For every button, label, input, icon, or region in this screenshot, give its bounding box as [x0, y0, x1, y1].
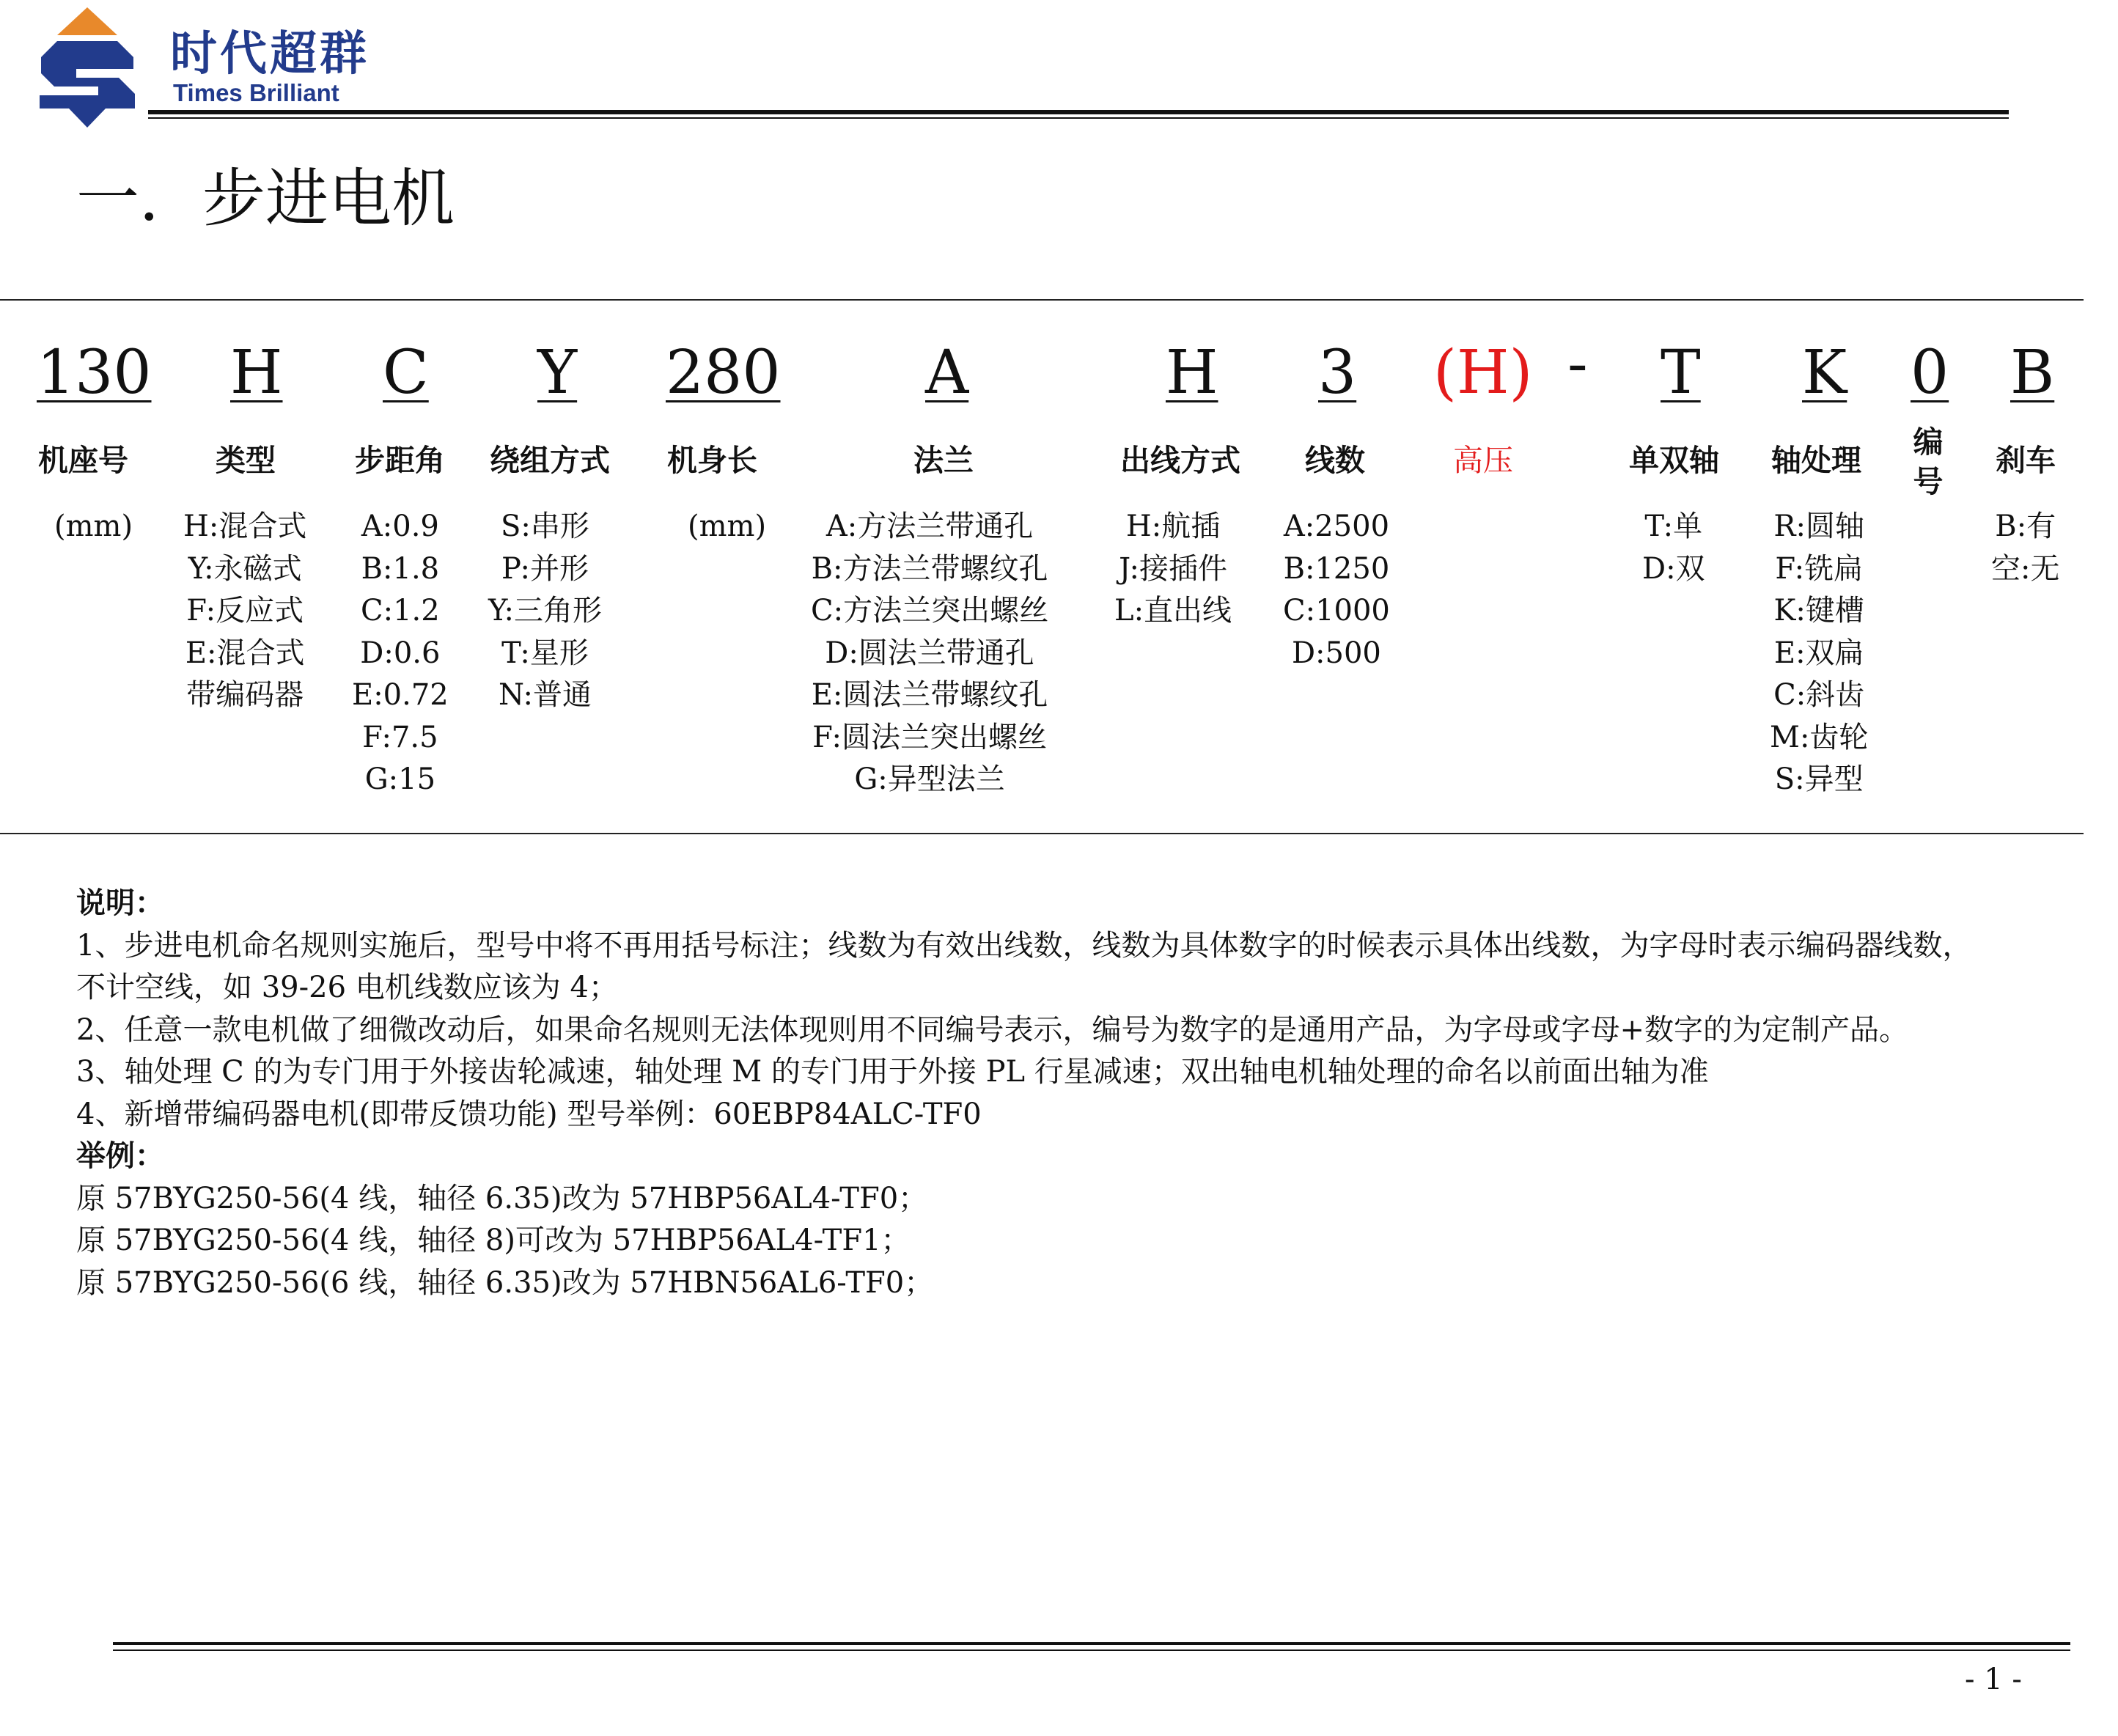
label-serial-char-1: 编 [1913, 424, 1944, 460]
notes-section [76, 883, 1971, 1304]
option-item: C:方法兰突出螺丝 [811, 594, 1049, 628]
option-item: B:1.8 [361, 551, 440, 586]
option-item: N:普通 [498, 678, 592, 712]
option-item: S:异型 [1774, 762, 1864, 796]
code-flange: A [925, 338, 969, 408]
option-item: 空:无 [1991, 551, 2060, 586]
option-item: H:混合式 [183, 510, 307, 543]
notes-heading: 说明： [76, 886, 164, 920]
option-item: L:直出线 [1114, 594, 1232, 628]
option-item: M:齿轮 [1770, 720, 1869, 754]
label-winding: 绕组方式 [490, 443, 610, 478]
label-shaft-process: 轴处理 [1771, 443, 1861, 478]
option-item: D:500 [1291, 636, 1381, 670]
page-title: 一．步进电机 [76, 162, 455, 235]
code-high-voltage: (H) [1433, 338, 1533, 408]
label-frame-size: 机座号 [38, 443, 128, 478]
options-frame-size [54, 506, 133, 548]
option-item: P:并形 [501, 551, 589, 586]
option-item: D:圆法兰带通孔 [825, 636, 1034, 670]
option-item: 带编码器 [186, 678, 304, 712]
code-dash: - [1567, 329, 1588, 399]
header-rule-thick [148, 110, 2009, 114]
option-item: H:航插 [1125, 510, 1221, 543]
options-body-length [688, 506, 766, 548]
option-item: E:双扁 [1773, 636, 1864, 670]
option-item: F:圆法兰突出螺丝 [812, 720, 1047, 754]
option-item: A:0.9 [361, 510, 439, 543]
code-body-length: 280 [666, 338, 781, 408]
option-item: F:反应式 [186, 594, 304, 628]
options-wire-count [1283, 506, 1390, 674]
options-shaft-process [1770, 506, 1868, 801]
option-item: J:接插件 [1119, 551, 1227, 586]
examples-heading: 举例： [76, 1139, 164, 1173]
option-item: C:1000 [1283, 594, 1390, 628]
options-flange [811, 506, 1048, 801]
code-winding: Y [537, 338, 578, 408]
options-winding [488, 506, 602, 717]
option-item: T:星形 [501, 636, 589, 670]
label-serial [1912, 422, 1944, 501]
option-item: G:异型法兰 [854, 762, 1005, 796]
example-line: 原 57BYG250-56(4 线，轴径 6.35)改为 57HBP56AL4-TF0； [76, 1181, 928, 1215]
company-logo [32, 6, 142, 129]
option-item: F:7.5 [362, 720, 438, 754]
code-serial: 0 [1911, 338, 1949, 408]
option-item: B:方法兰带螺纹孔 [811, 551, 1048, 586]
header-rule-thin [148, 117, 2009, 119]
label-wire-count: 线数 [1305, 443, 1365, 478]
footer-rule-thin [113, 1649, 2070, 1651]
options-type [183, 506, 306, 717]
option-item: E:0.72 [352, 678, 449, 712]
note-line: 1、步进电机命名规则实施后，型号中将不再用括号标注；线数为有效出线数，线数为具体数字的时候表示具体出线数，为字母时表示编码器线数， [76, 928, 1972, 963]
option-item: T:单 [1644, 510, 1703, 543]
label-brake: 刹车 [1996, 443, 2056, 478]
option-item: Y:三角形 [488, 594, 602, 628]
label-flange: 法兰 [913, 443, 974, 478]
code-step-angle: C [383, 338, 429, 408]
option-item: (mm) [688, 510, 767, 543]
option-item: G:15 [364, 762, 436, 796]
example-line: 原 57BYG250-56(4 线，轴径 8)可改为 57HBP56AL4-TF1； [76, 1224, 911, 1257]
option-item: A:方法兰带通孔 [825, 510, 1034, 543]
code-type: H [230, 338, 283, 408]
code-lead-out: H [1166, 338, 1218, 408]
label-shaft: 单双轴 [1629, 443, 1719, 478]
note-line: 不计空线，如 39-26 电机线数应该为 4； [76, 971, 618, 1004]
option-item: C:斜齿 [1773, 678, 1865, 712]
label-lead-out: 出线方式 [1120, 443, 1240, 478]
note-line: 2、任意一款电机做了细微改动后，如果命名规则无法体现则用不同编号表示，编号为数字的是通用产品，为字母或字母+数字的为定制产品。 [76, 1012, 1908, 1047]
example-line: 原 57BYG250-56(6 线，轴径 6.35)改为 57HBN56AL6-TF0； [76, 1265, 934, 1300]
option-item: E:混合式 [185, 636, 305, 670]
note-line: 4、新增带编码器电机(即带反馈功能) 型号举例：60EBP84ALC-TF0 [76, 1097, 982, 1131]
option-item: E:圆法兰带螺纹孔 [811, 678, 1048, 712]
option-item: D:双 [1642, 551, 1705, 586]
code-shaft: T [1661, 338, 1701, 408]
option-item: K:键槽 [1773, 594, 1864, 628]
option-item: F:铣扁 [1775, 551, 1864, 586]
options-brake [1991, 506, 2059, 590]
note-line: 3、轴处理 C 的为专门用于外接齿轮减速，轴处理 M 的专门用于外接 PL 行星减速；双出轴电机轴处理的命名以前面出轴为准 [76, 1055, 1709, 1089]
option-item: C:1.2 [361, 594, 440, 628]
option-item: Y:永磁式 [188, 551, 302, 586]
options-shaft [1642, 506, 1705, 590]
option-item: S:串形 [501, 510, 589, 543]
footer-rule-thick [113, 1642, 2070, 1645]
label-step-angle: 步距角 [355, 443, 445, 478]
label-high-voltage: 高压 [1453, 443, 1513, 478]
option-item: B:1250 [1283, 551, 1390, 586]
option-item: B:有 [1995, 510, 2056, 543]
label-type: 类型 [216, 443, 276, 478]
label-serial-char-2: 号 [1913, 464, 1944, 499]
code-brake: B [2010, 338, 2055, 408]
option-item: D:0.6 [360, 636, 441, 670]
code-frame-size: 130 [37, 338, 152, 408]
option-item: R:圆轴 [1773, 510, 1865, 543]
table-top-rule [0, 299, 2084, 301]
options-lead-out [1114, 506, 1232, 633]
option-item: (mm) [54, 510, 133, 543]
code-shaft-process: K [1802, 338, 1847, 408]
options-step-angle [352, 506, 449, 801]
label-body-length: 机身长 [667, 443, 757, 478]
brand-name-english: Times Brilliant [173, 79, 339, 106]
page-number: - 1 - [1965, 1663, 2022, 1696]
option-item: A:2500 [1283, 510, 1390, 543]
table-bottom-rule [0, 833, 2084, 834]
brand-name-chinese: 时代超群 [170, 27, 369, 81]
code-wire-count: 3 [1318, 338, 1357, 408]
